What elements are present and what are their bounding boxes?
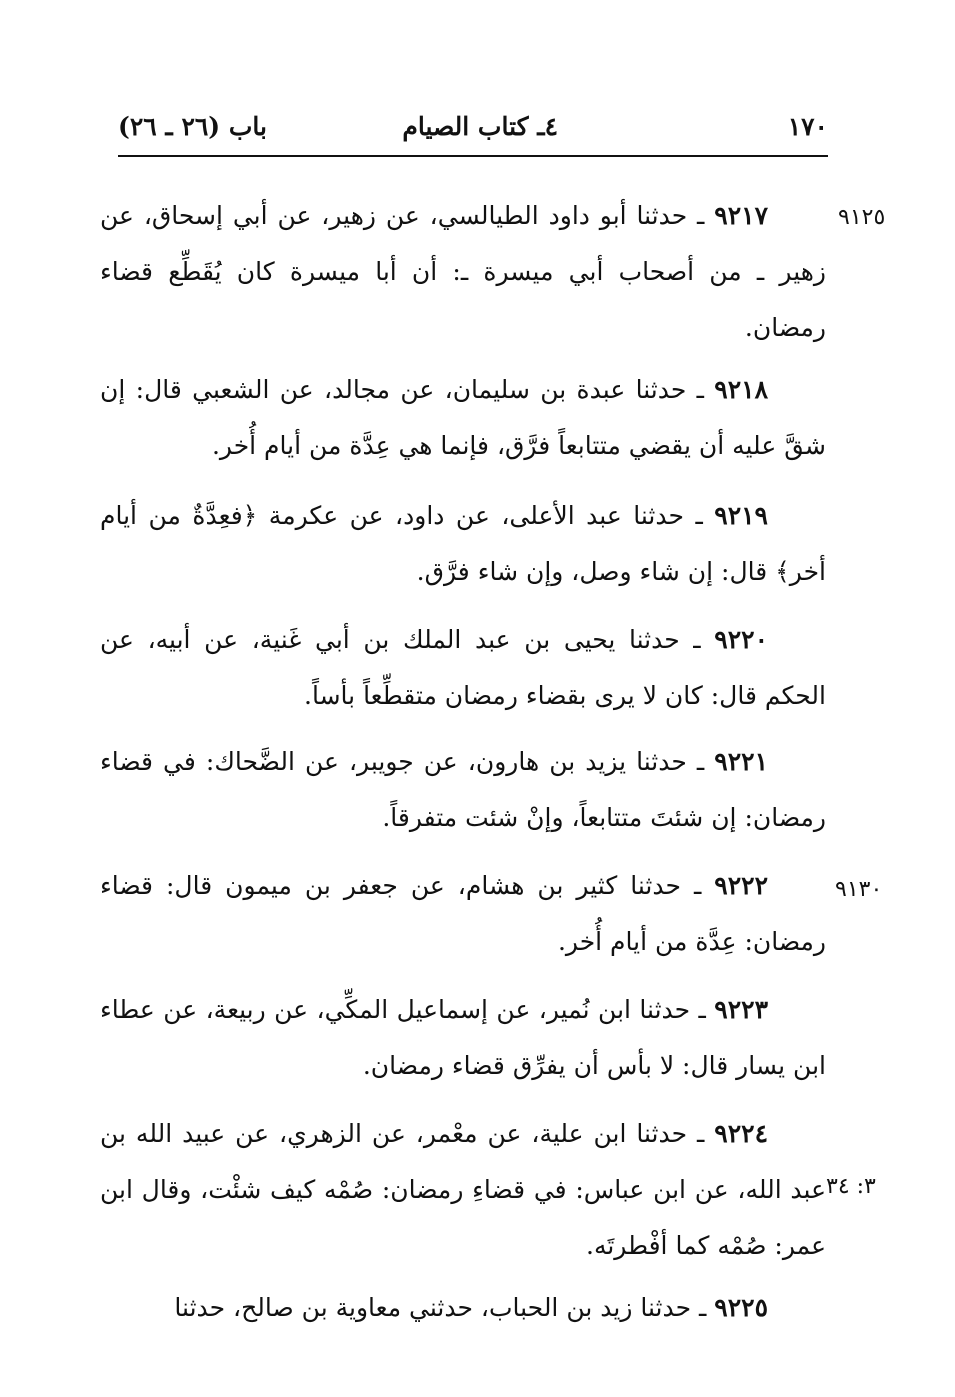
hadith-number: ٩٢١٧ <box>714 201 768 230</box>
margin-reference: ٩١٢٥ <box>838 205 886 230</box>
hadith-text: ـ حدثنا زيد بن الحباب، حدثني معاوية بن صالح، حدثنا <box>174 1293 707 1322</box>
hadith-text: ـ حدثنا يزيد بن هارون، عن جويبر، عن الضَّحاك: في قضاء رمضان: إن شئتَ متتابعاً، وإنْ شئت متفرقاً. <box>100 747 826 832</box>
margin-reference: ٣: ٣٤ <box>826 1174 876 1199</box>
hadith-number: ٩٢٢٥ <box>714 1293 768 1322</box>
hadith-entry <box>100 734 826 846</box>
page-number: ١٧٠ <box>787 112 828 141</box>
hadith-entry <box>100 1106 826 1274</box>
hadith-text: ـ حدثنا عبد الأعلى، عن داود، عن عكرمة ﴿فعِدَّةٌ من أيام أخر﴾ قال: إن شاء وصل، وإن شاء فرَّق. <box>100 501 826 586</box>
hadith-number: ٩٢١٨ <box>714 375 768 404</box>
chapter-label: باب (٢٦ ـ ٢٦) <box>118 112 267 141</box>
header-rule <box>118 155 828 157</box>
hadith-entry <box>100 858 826 970</box>
hadith-text: ـ حدثنا ابن نُمير، عن إسماعيل المكِّي، عن ربيعة، عن عطاء ابن يسار قال: لا بأس أن يفرِّق قضاء رمضان. <box>100 995 826 1080</box>
hadith-entry <box>100 612 826 724</box>
hadith-number: ٩٢٢١ <box>714 747 768 776</box>
hadith-number: ٩٢١٩ <box>714 501 768 530</box>
hadith-number: ٩٢٢٣ <box>714 995 769 1024</box>
hadith-entry <box>100 488 826 600</box>
hadith-number: ٩٢٢٢ <box>714 871 768 900</box>
hadith-entry <box>100 1280 826 1336</box>
hadith-text: ـ حدثنا عبدة بن سليمان، عن مجالد، عن الشعبي قال: إن شقَّ عليه أن يقضي متتابعاً فرَّق، فإنما هي عِدَّة من أيام أُخر. <box>100 375 826 460</box>
hadith-text: ـ حدثنا كثير بن هشام، عن جعفر بن ميمون قال: قضاء رمضان: عِدَّة من أيام أُخر. <box>100 871 826 956</box>
hadith-number: ٩٢٢٤ <box>714 1119 768 1148</box>
hadith-text: ـ حدثنا ابن علية، عن معْمر، عن الزهري، عن عبيد الله بن عبد الله، عن ابن عباس: في قضاءِ رمضان: صُمْه كيف شئْت، وقال ابن عمر: صُمْه كما أفْطرتَه. <box>100 1119 826 1260</box>
hadith-text: ـ حدثنا يحيى بن عبد الملك بن أبي غَنية، عن أبيه، عن الحكم قال: كان لا يرى بقضاء رمضان متقطِّعاً بأساً. <box>100 625 826 710</box>
hadith-number: ٩٢٢٠ <box>714 625 768 654</box>
running-header <box>118 112 828 152</box>
margin-reference: ٩١٣٠ <box>835 877 883 902</box>
hadith-text: ـ حدثنا أبو داود الطيالسي، عن زهير، عن أبي إسحاق، عن زهير ـ من أصحاب أبي ميسرة ـ: أن أبا ميسرة كان يُقَطِّع قضاء رمضان. <box>100 201 826 342</box>
book-title: ٤ـ كتاب الصيام <box>402 112 558 141</box>
hadith-entry <box>100 188 826 356</box>
hadith-entry <box>100 362 826 474</box>
hadith-entry <box>100 982 826 1094</box>
